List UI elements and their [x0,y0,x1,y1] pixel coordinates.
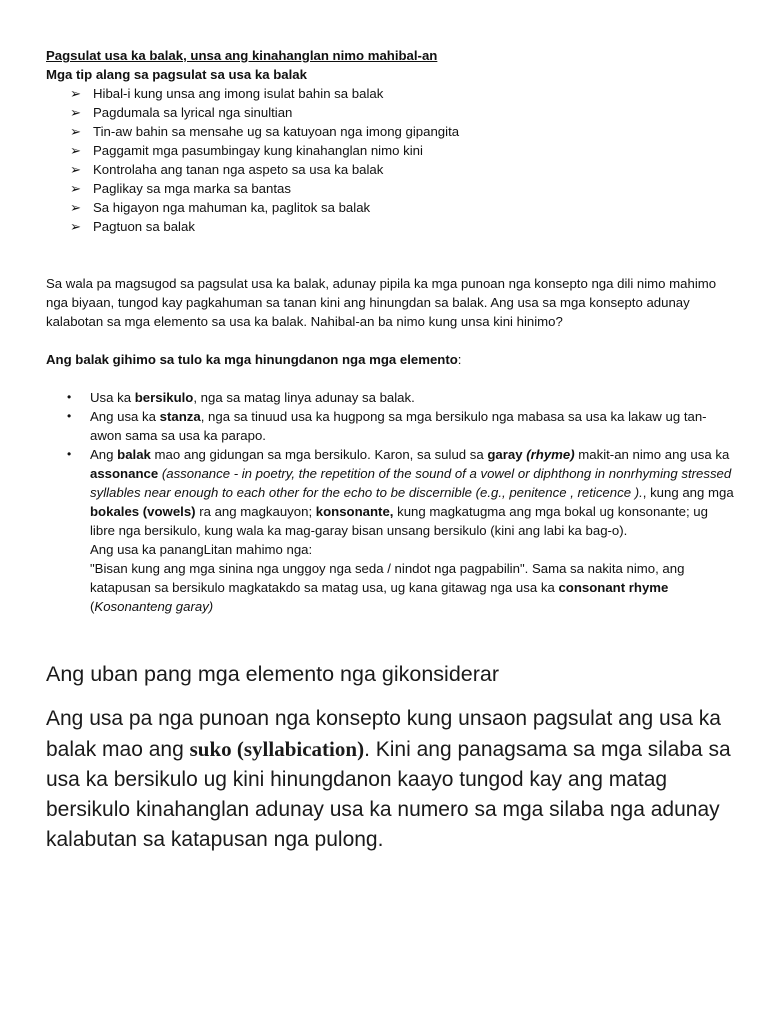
arrow-bullet-icon: ➢ [70,143,82,158]
arrow-bullet-icon: ➢ [70,181,82,196]
tips-heading: Mga tip alang sa pagsulat sa usa ka balak [46,67,307,82]
list-item: • Ang usa ka stanza, nga sa tinuud usa ka hugpong sa mga bersikulo nga mabasa sa usa ka lakaw ug tan-awon sama sa usa ka parapo. [67,409,707,443]
bullet-icon: • [67,447,72,461]
arrow-bullet-icon: ➢ [70,162,82,177]
arrow-bullet-icon: ➢ [70,219,82,234]
elements-list [46,388,736,616]
arrow-bullet-icon: ➢ [70,200,82,215]
elements-heading: Ang balak gihimo sa tulo ka mga hinungdanon nga mga elemento: [46,352,462,367]
tips-list [46,84,736,236]
list-item: ➢ Hibal-i kung unsa ang imong isulat bahin sa balak [70,86,384,101]
list-item: • Usa ka bersikulo, nga sa matag linya adunay sa balak. [67,390,415,405]
list-item: ➢ Paglikay sa mga marka sa bantas [70,181,291,196]
arrow-bullet-icon: ➢ [70,86,82,101]
list-item: ➢ Pagtuon sa balak [70,219,195,234]
document-title: Pagsulat usa ka balak, unsa ang kinahanglan nimo mahibal-an [46,48,438,63]
list-item: ➢ Kontrolaha ang tanan nga aspeto sa usa ka balak [70,162,384,177]
section-heading: Ang uban pang mga elemento nga gikonsiderar [46,662,500,686]
title-block [46,46,736,236]
bullet-icon: • [67,409,72,423]
arrow-bullet-icon: ➢ [70,124,82,139]
list-item: ➢ Tin-aw bahin sa mensahe ug sa katuyoan nga imong gipangita [70,124,460,139]
arrow-bullet-icon: ➢ [70,105,82,120]
list-item: • Ang balak mao ang gidungan sa mga bersikulo. Karon, sa sulud sa garay (rhyme) makit-an nimo ang usa ka assonance (assonance - in poetry, the repetition of the sound of a vowel or diphthong in nonrhyming stressed syllables near enough to each other for the echo to be discernible (e.g., penitence , reticence )., kung ang mga bokales (vowels) ra ang magkauyon; konsonante, kung magkatugma ang mga bokal ug konsonante; ug libre nga bersikulo, kung wala ka mag-garay bisan unsang bersikulo (kini ang labi ka bag-o). Ang usa ka panangLitan mahimo nga: "Bisan kung ang mga sinina nga unggoy nga seda / nindot nga pagpabilin". Sama sa nakita nimo, ang katapusan sa bersikulo magkatakdo sa matag usa, ug kana gitawag nga usa ka consonant rhyme (Kosonanteng garay) [67,447,734,614]
bullet-icon: • [67,390,72,404]
intro-paragraph: Sa wala pa magsugod sa pagsulat usa ka balak, adunay pipila ka mga punoan nga konsepto nga dili nimo mahimo nga biyaan, tungod kay pagkahuman sa tanan kini ang hinungdan sa balak. Ang usa sa mga konsepto adunay kalabotan sa mga elemento sa usa ka balak. Nahibal-an ba nimo kung unsa kini hinimo? [46,276,717,329]
list-item: ➢ Sa higayon nga mahuman ka, paglitok sa balak [70,200,371,215]
document-page [46,46,736,855]
list-item: ➢ Paggamit mga pasumbingay kung kinahanglan nimo kini [70,143,423,158]
final-paragraph: Ang usa pa nga punoan nga konsepto kung unsaon pagsulat ang usa ka balak mao ang suko (syllabication). Kini ang panagsama sa mga silaba sa usa ka bersikulo ug kini hinungdanon kaayo tungod kay ang matag bersikulo kinahanglan adunay usa ka numero sa mga silaba nga adunay kalabutan sa katapusan nga pulong. [46,707,731,851]
list-item: ➢ Pagdumala sa lyrical nga sinultian [70,105,293,120]
